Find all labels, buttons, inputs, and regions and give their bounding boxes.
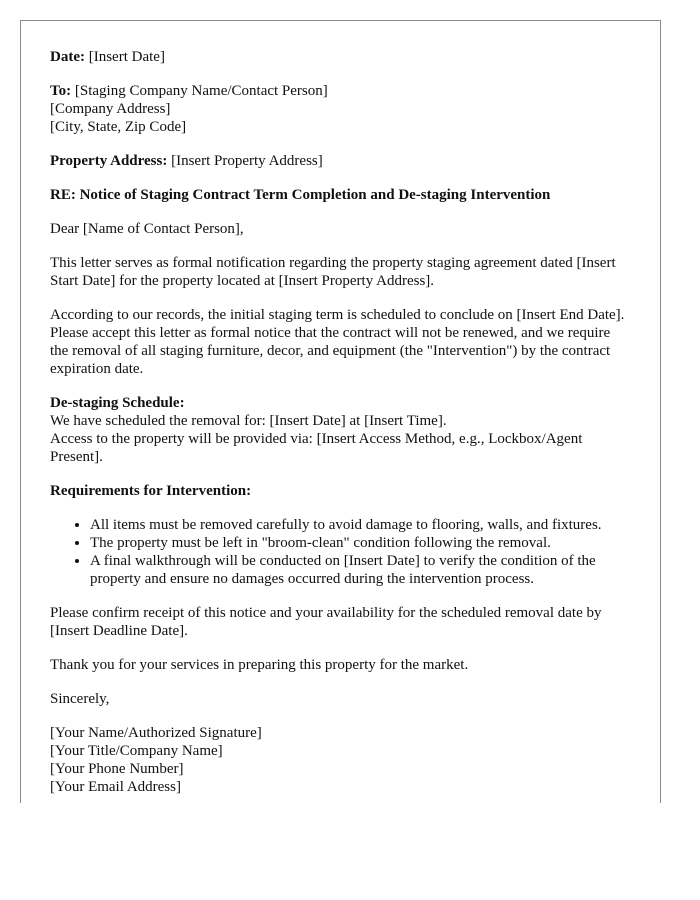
requirements-list xyxy=(50,516,631,588)
property-value: [Insert Property Address] xyxy=(167,153,323,169)
date-label: Date: xyxy=(50,49,85,65)
date-value: [Insert Date] xyxy=(84,49,165,65)
to-label: To: xyxy=(50,83,72,99)
letter-page xyxy=(20,20,661,803)
paragraph-thanks: Thank you for your services in preparing this property for the market. xyxy=(50,657,469,673)
requirements-heading: Requirements for Intervention: xyxy=(50,483,252,499)
schedule-section xyxy=(50,394,631,466)
signature-title: [Your Title/Company Name] xyxy=(50,743,223,759)
paragraph-notice: According to our records, the initial staging term is scheduled to conclude on [Insert End Date]. Please accept this letter as formal notice that the contract will not be renewed, and we require the removal of all staging furniture, decor, and equipment (the "Intervention") by the contract expiration date. xyxy=(50,307,625,377)
property-line xyxy=(50,152,631,170)
schedule-access: Access to the property will be provided via: [Insert Access Method, e.g., Lockbox/Agent Present]. xyxy=(50,431,583,465)
recipient-name: [Staging Company Name/Contact Person] xyxy=(71,83,328,99)
recipient-block xyxy=(50,82,631,136)
signature-name: [Your Name/Authorized Signature] xyxy=(50,725,262,741)
recipient-address: [Company Address] xyxy=(50,101,171,117)
recipient-line-1 xyxy=(50,82,631,100)
list-item: • A final walkthrough will be conducted on [Insert Date] to verify the condition of the property and ensure no damages occurred during the intervention process. xyxy=(90,552,631,588)
signature-email: [Your Email Address] xyxy=(50,779,181,795)
greeting: Dear [Name of Contact Person], xyxy=(50,221,244,237)
recipient-city: [City, State, Zip Code] xyxy=(50,119,187,135)
schedule-heading: De-staging Schedule: xyxy=(50,395,185,411)
subject-line: RE: Notice of Staging Contract Term Completion and De-staging Intervention xyxy=(50,187,551,203)
schedule-removal: We have scheduled the removal for: [Insert Date] at [Insert Time]. xyxy=(50,413,447,429)
property-label: Property Address: xyxy=(50,153,168,169)
list-item: • All items must be removed carefully to avoid damage to flooring, walls, and fixtures. xyxy=(90,516,631,534)
closing: Sincerely, xyxy=(50,691,110,707)
paragraph-intro: This letter serves as formal notification regarding the property staging agreement dated [Insert Start Date] for the property located at [Insert Property Address]. xyxy=(50,255,616,289)
letter-body xyxy=(21,21,660,796)
date-line xyxy=(50,48,631,66)
signature-block xyxy=(50,724,631,796)
signature-phone: [Your Phone Number] xyxy=(50,761,184,777)
list-item: • The property must be left in "broom-clean" condition following the removal. xyxy=(90,534,631,552)
paragraph-confirm: Please confirm receipt of this notice and your availability for the scheduled removal date by [Insert Deadline Date]. xyxy=(50,605,602,639)
